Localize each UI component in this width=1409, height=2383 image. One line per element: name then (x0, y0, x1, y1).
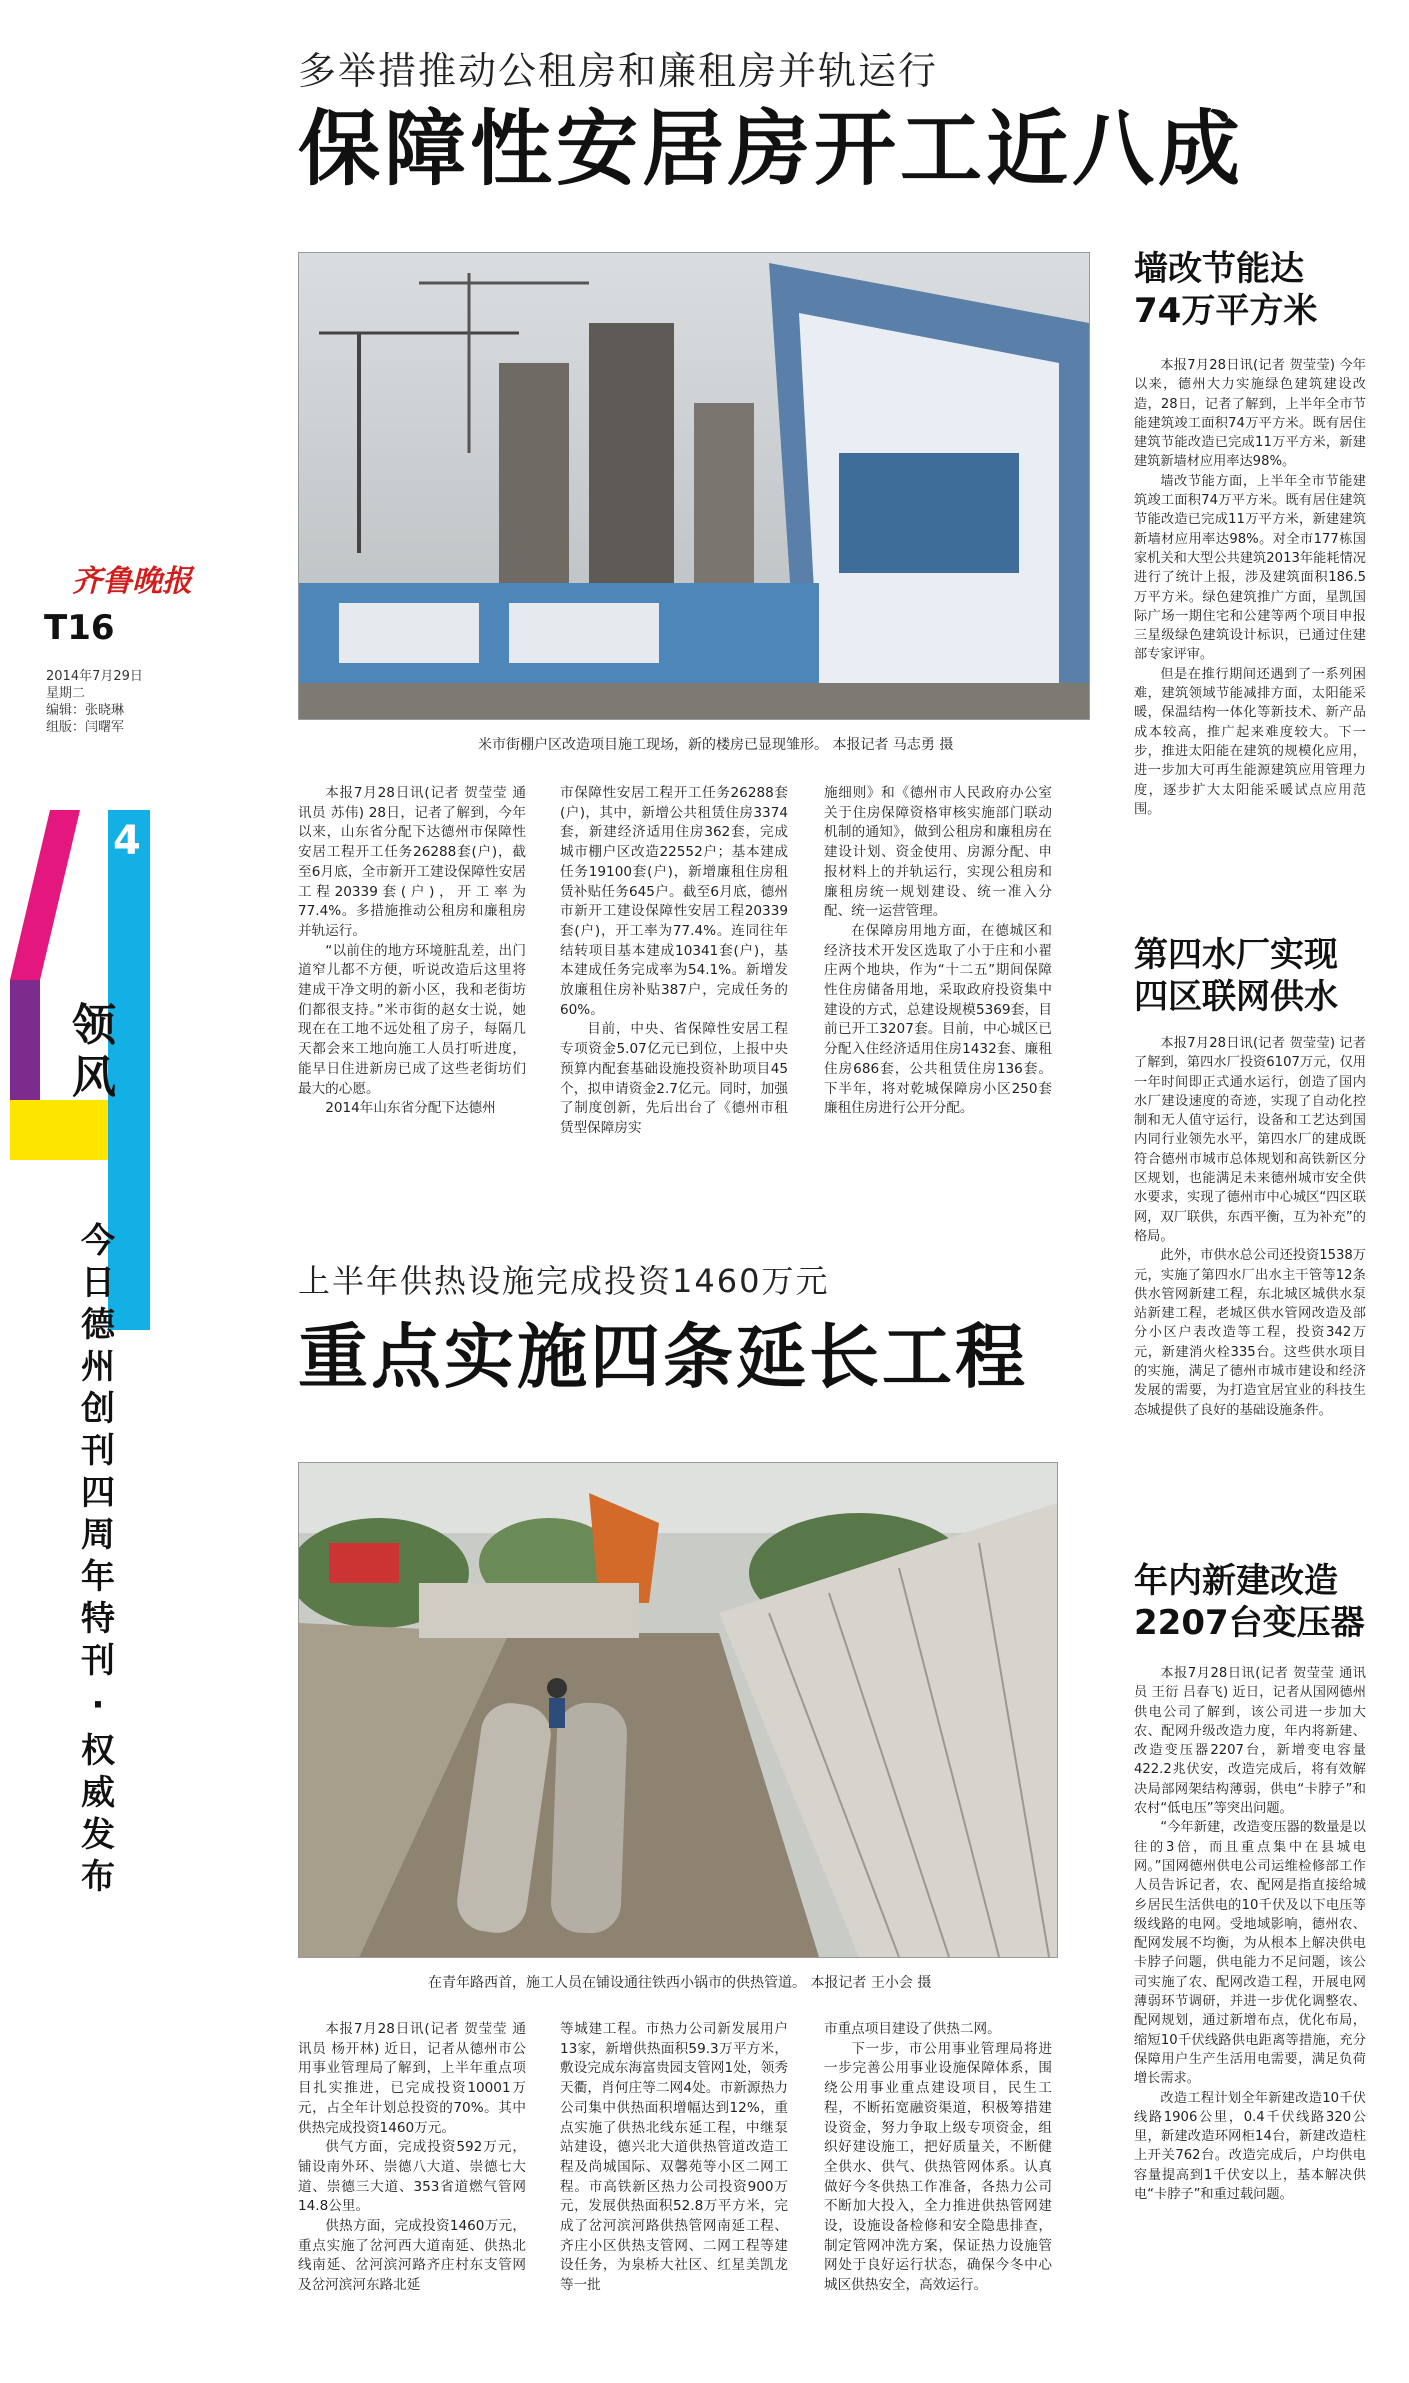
newspaper-logo: 齐鲁晚报 (72, 564, 192, 599)
article2-headline: 重点实施四条延长工程 (298, 1316, 1028, 1398)
article1-headline: 保障性安居房开工近八成 (298, 102, 1245, 197)
article1-col3-p2: 在保障房用地方面，在德城区和经济技术开发区选取了小于庄和小翟庄两个地块，作为“十二五”期间保障性住房储备用地，采取政府投资集中建设的方式，总建设规模5369套，目前已开工3207套。目前，中心城区已分配入住经济适用住房1432套、廉租住房686套，公共租赁住房136套。下半年，将对乾城保障房小区250套廉租住房进行公开分配。 (824, 922, 1052, 1117)
issue-info (46, 668, 143, 736)
sidebar2-p1: 本报7月28日讯(记者 贺莹莹) 记者了解到，第四水厂投资6107万元，仅用一年时间即正式通水运行，创造了国内水厂建设速度的奇迹，实现了自动化控制和无人值守运行，设备和工艺达到国内同行业领先水平，第四水厂的建成既符合德州市城市总体规划和高铁新区分区规划，也能满足未来德州城市安全供水要求，实现了德州市中心城区“四区联网，双厂联供，东西平衡，互为补充”的格局。 (1134, 1036, 1366, 1244)
sidebar3-title-line2: 2207台变压器 (1134, 1603, 1365, 1643)
building-3 (694, 403, 754, 583)
section-slogan-line1: 今日德州创刊四周年特刊 (81, 1221, 115, 1681)
graphic-pink-stroke (10, 810, 80, 980)
sidebar2-p2: 此外，市供水总公司还投资1538万元，实施了第四水厂出水主干管等12条供水管网新建工程，东北城区城供水泵站新建工程，老城区供水管网改造及部分小区户表改造等工程，投资342万元，新建消火栓335台。这些供水项目的实施，满足了德州市城市建设和经济发展的需要，为打造宜居宜业的科技生态城提供了良好的基础设施条件。 (1134, 1248, 1366, 1418)
article2-photo (298, 1462, 1058, 1958)
worker (547, 1678, 567, 1698)
sidebar3-title (1134, 1560, 1365, 1644)
article2-kicker: 上半年供热设施完成投资1460万元 (298, 1262, 830, 1300)
sidebar2-title-line2: 四区联网供水 (1134, 977, 1338, 1017)
sidebar3-title-line1: 年内新建改造 (1134, 1561, 1338, 1601)
article1-column-3 (824, 784, 1052, 1119)
article1-col3-p1: 施细则》和《德州市人民政府办公室关于住房保障资格审核实施部门联动机制的通知》，做到公租房和廉租房在建设计划、资金使用、房源分配、申报材料上的并轨运行，实现公租房和廉租房统一规划建设、统一准入分配、统一运营管理。 (824, 785, 1052, 920)
sidebar1-p1: 本报7月28日讯(记者 贺莹莹) 今年以来，德州大力实施绿色建筑建设改造，28日，记者了解到，上半年全市节能建筑竣工面积74万平方米。既有居住建筑节能改造已完成11万平方米，新建建筑新墙材应用率达98%。 (1134, 358, 1366, 470)
article2-col1-p3: 供热方面，完成投资1460万元，重点实施了岔河西大道南延、供热北线南延、岔河滨河路齐庄村东支管网及岔河滨河东路北延 (298, 2218, 526, 2294)
issue-date: 2014年7月29日 (46, 669, 143, 684)
sidebar1-title-line1: 墙改节能达 (1134, 249, 1304, 289)
sidebar1-title-line2: 74万平方米 (1134, 291, 1318, 331)
article1-column-1 (298, 784, 526, 1119)
article1-kicker: 多举措推动公租房和廉租房并轨运行 (298, 49, 939, 93)
article2-col1-p1: 本报7月28日讯(记者 贺莹莹 通讯员 杨开林) 近日，记者从德州市公用事业管理局了解到，上半年重点项目扎实推进，已完成投资10001万元，占全年计划总投资的70%。其中供热完成投资1460万元。 (298, 2021, 526, 2136)
page-number: T16 (44, 608, 115, 648)
sidebar3-p3: 改造工程计划全年新建改造10千伏线路1906公里，0.4千伏线路320公里，新建改造环网柜14台，新建改造柱上开关762台。改造完成后，户均供电容量提高到1千伏安以上，基本解决供电“卡脖子”和重过载问题。 (1134, 2090, 1366, 2203)
layout-credit: 组版：闫曙军 (46, 720, 125, 735)
section-slogan-line2: 权威发布 (81, 1731, 115, 1897)
sidebar2-body (1134, 1034, 1366, 1420)
sidebar3-p1: 本报7月28日讯(记者 贺莹莹 通讯员 王衍 吕春飞) 近日，记者从国网德州供电公司了解到，该公司进一步加大农、配网升级改造力度，年内将新建、改造变压器2207台，新增变电容量422.2兆伏安，改造完成后，将有效解决局部网架结构薄弱，供电“卡脖子”和农村“低电压”等突出问题。 (1134, 1666, 1366, 1817)
article1-col2-p2: 目前，中央、省保障性安居工程专项资金5.07亿元已到位，上报中央预算内配套基础设施投资补助项目45个，拟申请资金2.7亿元。同时，加强了制度创新，先后出台了《德州市租赁型保障房实 (560, 1021, 788, 1136)
sidebar2-title (1134, 934, 1338, 1018)
article2-column-2 (560, 2020, 788, 2296)
building-2 (589, 323, 674, 583)
section-title: 领风 (72, 1000, 116, 1103)
article1-column-2 (560, 784, 788, 1139)
graphic-purple-stroke (10, 980, 40, 1100)
section-number: 4 (113, 818, 141, 864)
heat-pipe-right (550, 1702, 628, 1934)
sidebar2-title-line1: 第四水厂实现 (1134, 935, 1338, 975)
sidebar3-body (1134, 1664, 1366, 2204)
sidebar1-body (1134, 356, 1366, 819)
editor-credit: 编辑：张晓琳 (46, 703, 125, 718)
section-slogan-dot: · (91, 1685, 105, 1725)
article2-caption: 在青年路西首，施工人员在铺设通往铁西小锅市的供热管道。 本报记者 王小会 摄 (428, 1975, 932, 1991)
article1-photo (298, 252, 1090, 720)
sidebar1-title (1134, 248, 1317, 332)
building-1 (499, 363, 569, 583)
article2-col3-p2: 下一步，市公用事业管理局将进一步完善公用事业设施保障体系，围绕公用事业重点建设项目，民生工程，不断拓宽融资渠道，积极筹措建设资金，努力争取上级专项资金，组织好建设施工，把好质量关，不断健全供水、供气、供热管网体系。认真做好今冬供热工作准备，各热力公司不断加大投入，全力推进供热管网建设，设施设备检修和安全隐患排查，制定管网冲洗方案，保证热力设施管网处于良好运行状态，确保今冬中心城区供热安全，高效运行。 (824, 2040, 1052, 2294)
article1-col1-p1: 本报7月28日讯(记者 贺莹莹 通讯员 苏伟) 28日，记者了解到，今年以来，山东省分配下达德州市保障性安居工程开工任务26288套(户)，截至6月底，全市新开工建设保障性安居工程20339套(户)，开工率为77.4%。多措施推动公租房和廉租房并轨运行。 (298, 785, 526, 939)
article1-col1-p3: 2014年山东省分配下达德州 (325, 1100, 496, 1117)
article1-caption: 米市街棚户区改造项目施工现场，新的楼房已显现雏形。 本报记者 马志勇 摄 (478, 737, 954, 753)
article1-col2-p1: 市保障性安居工程开工任务26288套(户)，其中，新增公共租赁住房3374套，新建经济适用住房362套，完成城市棚户区改造22552户；基本建成任务19100套(户)，新增廉租住房租赁补贴任务645户。截至6月底，德州市新开工建设保障性安居工程20339套(户)，开工率为77.4%。连同往年结转项目基本建成10341套(户)，基本建成任务完成率为54.1%。新增发放廉租住房补贴387户，完成任务的60%。 (560, 785, 788, 1018)
article2-column-3 (824, 2020, 1052, 2296)
article2-col1-p2: 供气方面，完成投资592万元，铺设南外环、崇德八大道、崇德七大道、崇德三大道、353省道燃气管网14.8公里。 (298, 2139, 526, 2215)
article1-col1-p2: “以前住的地方环境脏乱差，出门道窄儿都不方便，听说改造后这里将建成干净文明的新小区，我和老街坊们都很支持。”米市街的赵女士说，她现在在工地不远处租了房子，每隔几天都会来工地向施工人员打听进度，能早日住进新房已成了这些老街坊们最大的心愿。 (298, 942, 526, 1097)
article2-column-1 (298, 2020, 526, 2296)
sidebar3-p2: “今年新建，改造变压器的数量是以往的3倍，而且重点集中在县城电网。”国网德州供电公司运维检修部工作人员告诉记者，农、配网是指直接给城乡居民生活供电的10千伏及以下电压等级线路的电网。受地域影响，德州农、配网发展不均衡，为从根本上解决供电卡脖子问题，供电能力不足问题，该公司实施了农、配网改造工程，开展电网薄弱环节调研，并进一步优化调整农、配网规划，通过新增布点，优化布局，缩短10千伏线路供电距离等措施，充分保障用户生产生活用电需要，满足负荷增长需求。 (1134, 1820, 1366, 2087)
article2-col2-p1: 等城建工程。市热力公司新发展用户13家，新增供热面积59.3万平方米，敷设完成东海富贵园支管网1处，领秀天衢，肖何庄等二网4处。市新源热力公司集中供热面积增幅达到12%，重点实施了供热北线东延工程，中继泵站建设，德兴北大道供热管道改造工程及尚城国际、双馨苑等小区二网工程。市高铁新区热力公司投资900万元，发展供热面积52.8万平方米，完成了岔河滨河路供热管网南延工程、齐庄小区供热支管网、二网工程等建设任务，为泉桥大社区、红星美凯龙等一批 (560, 2021, 788, 2294)
sidebar1-p2: 墙改节能方面，上半年全市节能建筑竣工面积74万平方米。既有居住建筑节能改造已完成11万平方米，新建建筑新墙材应用率达98%。对全市177栋国家机关和大型公共建筑2013年能耗情况进行了统计上报，涉及建筑面积186.5万平方米。绿色建筑推广方面，星凯国际广场一期住宅和公建等两个项目申报三星级绿色建筑设计标识，已通过住建部专家评审。 (1134, 473, 1366, 663)
article2-col3-p1: 市重点项目建设了供热二网。 (824, 2021, 1001, 2037)
issue-weekday: 星期二 (46, 686, 86, 701)
sidebar1-p3: 但是在推行期间还遇到了一系列困难，建筑领域节能减排方面，太阳能采暖，保温结构一体化等新技术、新产品成本较高，推广起来难度较大。下一步，推进太阳能在建筑的规模化应用，进一步加大可再生能源建筑应用管理力度，逐步扩大太阳能采暖试点应用范围。 (1134, 666, 1366, 817)
